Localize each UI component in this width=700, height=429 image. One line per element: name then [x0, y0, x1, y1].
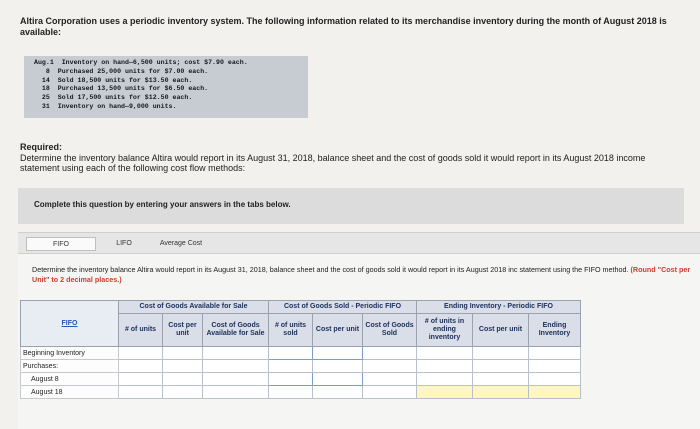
inventory-line: 8 Purchased 25,000 units for $7.00 each. [34, 67, 209, 75]
table-row [21, 373, 581, 386]
panel-text: Determine the inventory balance Altira would report in its August 31, 2018, balance sheet and the cost of goods sold it would report in its August 2018 inc statement using the FIFO method. [32, 265, 629, 274]
cost-per-unit-input[interactable] [473, 373, 529, 386]
ending-inventory-input[interactable] [529, 347, 581, 360]
cost-per-unit-input[interactable] [473, 386, 529, 399]
inventory-line: Aug.1 Inventory on hand—6,500 units; cost $7.90 each. [34, 59, 248, 66]
col-units-sold: # of units sold [269, 314, 313, 347]
group-ending: Ending Inventory - Periodic FIFO [417, 301, 581, 314]
fifo-header-link[interactable]: FIFO [21, 301, 119, 347]
ending-inventory-input[interactable] [529, 360, 581, 373]
units-ending-input[interactable] [417, 360, 473, 373]
col-units-ending: # of units in ending inventory [417, 314, 473, 347]
col-cost-available: Cost of Goods Available for Sale [203, 314, 269, 347]
row-label: August 18 [21, 386, 119, 399]
units-input[interactable] [119, 347, 163, 360]
ending-inventory-input[interactable] [529, 373, 581, 386]
instruction-text: Complete this question by entering your answers in the tabs below. [34, 200, 291, 209]
cogs-input[interactable] [363, 373, 417, 386]
required-label: Required: [20, 142, 63, 152]
units-sold-input[interactable] [269, 386, 313, 399]
table-row [21, 386, 581, 399]
fifo-table [20, 300, 581, 399]
tab-fifo[interactable]: FIFO [26, 237, 96, 251]
inventory-data-box [24, 56, 308, 118]
instruction-bar [18, 188, 684, 224]
fifo-table-wrap [20, 300, 581, 399]
units-ending-input[interactable] [417, 373, 473, 386]
required-text: Determine the inventory balance Altira would report in its August 31, 2018, balance sheet and the cost of goods sold it would report in its August 2018 income statement using each of the following cost flow methods: [20, 152, 646, 173]
cost-per-unit-input[interactable] [313, 360, 363, 373]
table-row [21, 360, 581, 373]
required-section [20, 142, 680, 174]
row-label: Beginning Inventory [21, 347, 119, 360]
units-input[interactable] [119, 373, 163, 386]
cogs-input[interactable] [363, 386, 417, 399]
ending-inventory-input[interactable] [529, 386, 581, 399]
rounding-note: (Round "Cost per Unit" to 2 decimal places.) [32, 265, 691, 284]
inventory-line: 14 Sold 18,500 units for $13.50 each. [34, 76, 193, 84]
cost-available-input[interactable] [203, 373, 269, 386]
fifo-panel [18, 254, 700, 429]
cost-available-input[interactable] [203, 347, 269, 360]
tab-lifo[interactable]: LIFO [116, 240, 132, 247]
group-cogs: Cost of Goods Sold - Periodic FIFO [269, 301, 417, 314]
cogs-input[interactable] [363, 360, 417, 373]
inventory-line: 25 Sold 17,500 units for $12.50 each. [34, 94, 193, 102]
cost-per-unit-input[interactable] [473, 360, 529, 373]
problem-intro: Altira Corporation uses a periodic inventory system. The following information related to its merchandise inventory during the month of August 2018 is available: [20, 16, 667, 37]
units-ending-input[interactable] [417, 386, 473, 399]
cost-per-unit-input[interactable] [163, 347, 203, 360]
tab-average-cost[interactable]: Average Cost [159, 240, 203, 247]
col-cost-per-unit: Cost per unit [313, 314, 363, 347]
inventory-line: 18 Purchased 13,500 units for $6.50 each. [34, 85, 209, 93]
row-label: Purchases: [21, 360, 119, 373]
row-label: August 8 [21, 373, 119, 386]
cogs-input[interactable] [363, 347, 417, 360]
units-ending-input[interactable] [417, 347, 473, 360]
cost-per-unit-input[interactable] [473, 347, 529, 360]
cost-per-unit-input[interactable] [163, 386, 203, 399]
col-cogs: Cost of Goods Sold [363, 314, 417, 347]
units-sold-input[interactable] [269, 373, 313, 386]
method-tabs [18, 232, 700, 254]
group-available: Cost of Goods Available for Sale [119, 301, 269, 314]
cost-per-unit-input[interactable] [313, 347, 363, 360]
inventory-line: 31 Inventory on hand—9,000 units. [34, 102, 177, 110]
units-sold-input[interactable] [269, 347, 313, 360]
units-input[interactable] [119, 386, 163, 399]
units-sold-input[interactable] [269, 360, 313, 373]
cost-per-unit-input[interactable] [163, 373, 203, 386]
cost-per-unit-input[interactable] [313, 386, 363, 399]
col-cost-per-unit: Cost per unit [163, 314, 203, 347]
cost-per-unit-input[interactable] [163, 360, 203, 373]
cost-available-input[interactable] [203, 360, 269, 373]
col-units: # of units [119, 314, 163, 347]
col-cost-per-unit: Cost per unit [473, 314, 529, 347]
col-ending-inventory: Ending Inventory [529, 314, 581, 347]
units-input[interactable] [119, 360, 163, 373]
table-row [21, 347, 581, 360]
panel-instructions [32, 265, 700, 285]
cost-per-unit-input[interactable] [313, 373, 363, 386]
cost-available-input[interactable] [203, 386, 269, 399]
